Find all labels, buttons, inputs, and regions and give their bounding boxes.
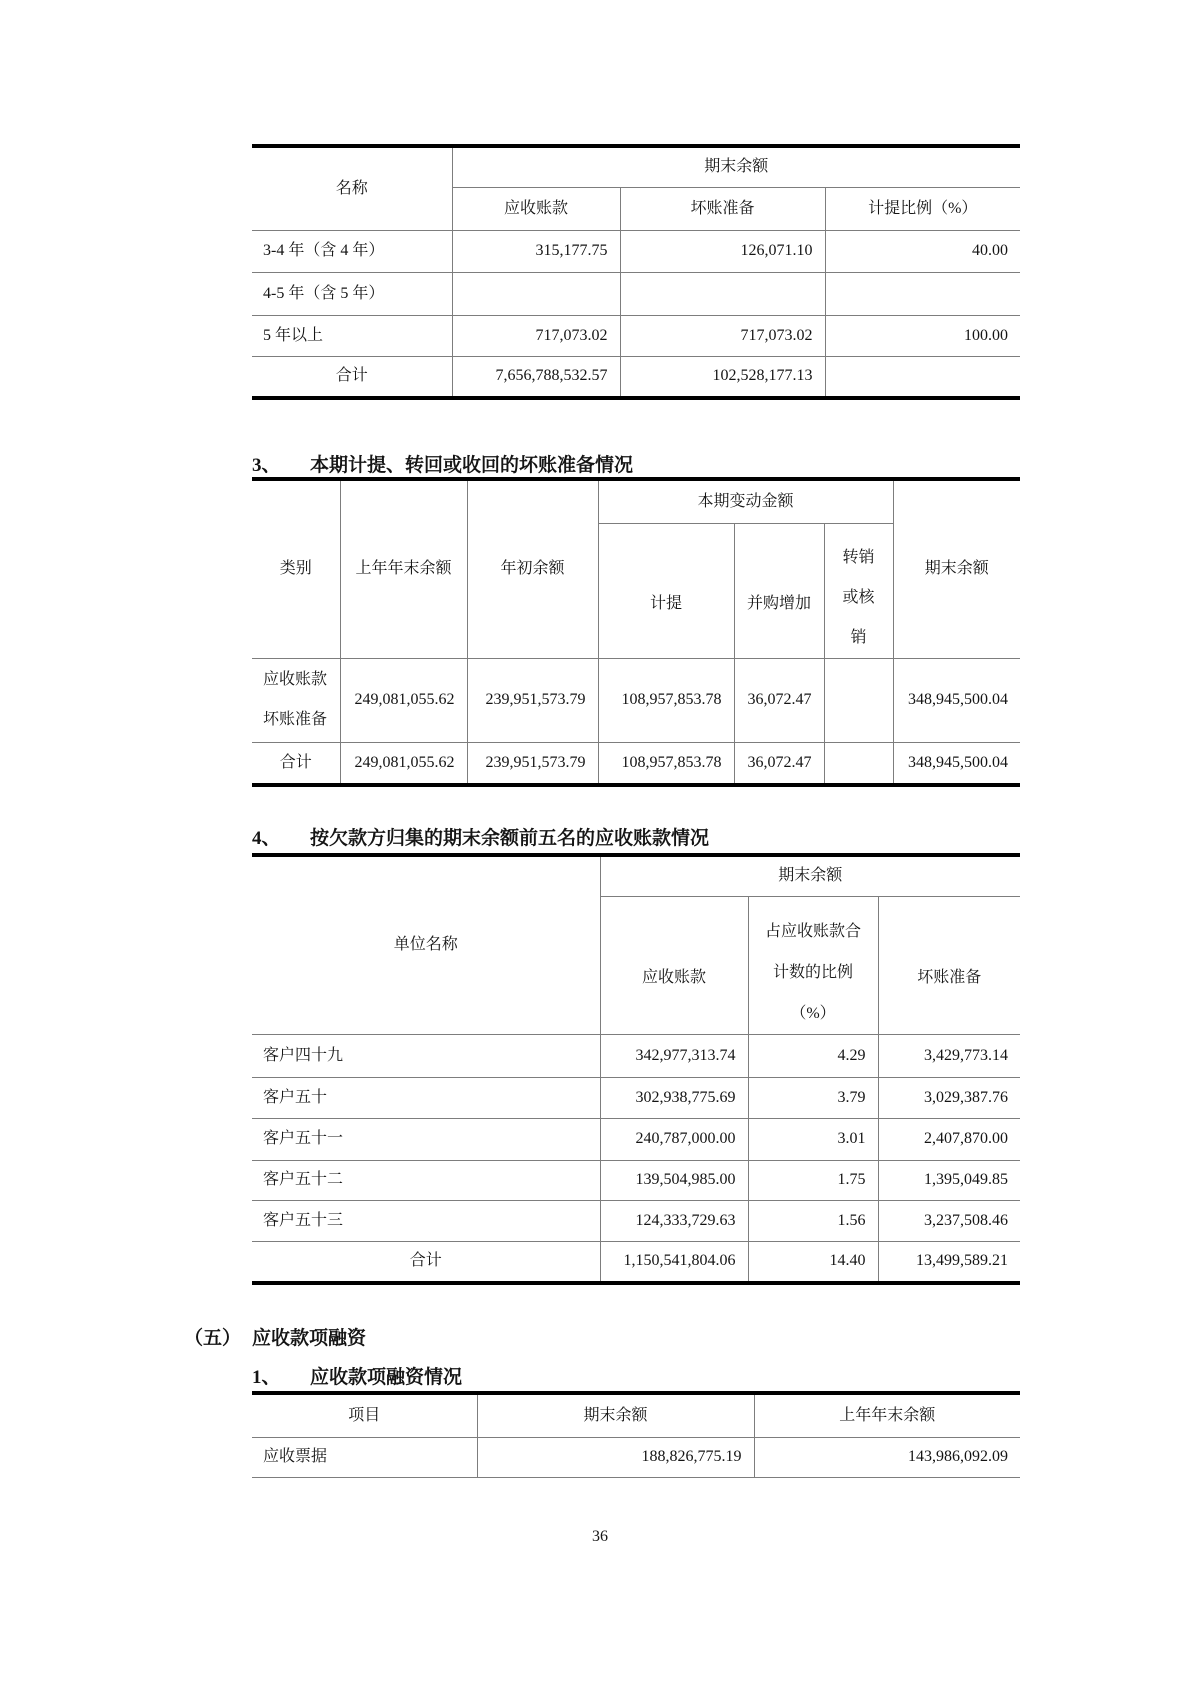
unit-name-header: 单位名称: [252, 857, 600, 1034]
value-cell: 302,938,775.69: [600, 1077, 748, 1118]
section-number: 1、: [252, 1367, 281, 1388]
value-cell: 1.56: [748, 1200, 878, 1241]
row-label: 应收票据: [252, 1437, 477, 1477]
table-row: [252, 1160, 1020, 1200]
section-number: （五）: [184, 1328, 242, 1349]
value-cell: 124,333,729.63: [600, 1200, 748, 1241]
provision-table: [252, 477, 1020, 787]
section-5-heading: [184, 1326, 366, 1352]
prev-year-end-header: 上年年末余额: [754, 1395, 1020, 1437]
financing-header-row: [252, 1395, 1020, 1437]
table-row: [252, 272, 1020, 315]
total-row: [252, 1241, 1020, 1281]
value-cell: [452, 272, 620, 315]
value-cell: 3.01: [748, 1118, 878, 1160]
value-cell: 36,072.47: [734, 742, 824, 783]
row-label: [252, 658, 340, 742]
period-end-header: 期末余额: [477, 1395, 754, 1437]
ratio-header-line: 占应收账款合: [764, 922, 861, 940]
top5-group-header-row: [252, 857, 1020, 896]
item-header: 项目: [252, 1395, 477, 1437]
value-cell: [824, 742, 893, 783]
total-label: 合计: [252, 356, 452, 396]
value-cell: [825, 356, 1020, 396]
table-row: [252, 1077, 1020, 1118]
value-cell: 126,071.10: [620, 230, 825, 272]
aging-bad-debt-header: 坏账准备: [620, 187, 825, 230]
section-number: 3、: [252, 455, 281, 476]
bad-debt-header: 坏账准备: [878, 896, 1020, 1034]
value-cell: 3,237,508.46: [878, 1200, 1020, 1241]
section-title: 本期计提、转回或收回的坏账准备情况: [310, 455, 634, 476]
row-label: 客户五十二: [252, 1160, 600, 1200]
aging-ar-header: 应收账款: [452, 187, 620, 230]
ratio-header: [748, 896, 878, 1034]
value-cell: 342,977,313.74: [600, 1034, 748, 1077]
ratio-header-line: （%）: [790, 1004, 836, 1022]
acquisition-increase-header: 并购增加: [734, 523, 824, 658]
value-cell: 1,150,541,804.06: [600, 1241, 748, 1281]
row-label: 客户五十三: [252, 1200, 600, 1241]
value-cell: 100.00: [825, 315, 1020, 356]
row-label-line: 应收账款: [263, 671, 328, 688]
value-cell: 315,177.75: [452, 230, 620, 272]
value-cell: 3.79: [748, 1077, 878, 1118]
aging-table: [252, 144, 1020, 400]
section-4-heading: [252, 826, 709, 852]
value-cell: [824, 658, 893, 742]
total-label: 合计: [252, 742, 340, 783]
category-header: 类别: [252, 481, 340, 658]
value-cell: 249,081,055.62: [340, 658, 467, 742]
total-row: [252, 356, 1020, 396]
row-label: 5 年以上: [252, 315, 452, 356]
table-row: [252, 315, 1020, 356]
value-cell: 249,081,055.62: [340, 742, 467, 783]
top5-table: [252, 853, 1020, 1285]
aging-period-end-group-header: 期末余额: [452, 148, 1020, 187]
value-cell: 3,029,387.76: [878, 1077, 1020, 1118]
value-cell: 717,073.02: [620, 315, 825, 356]
value-cell: 348,945,500.04: [908, 753, 1009, 771]
page-number: 36: [592, 1528, 608, 1545]
section-title: 应收款项融资: [252, 1328, 367, 1349]
row-label-line: 坏账准备: [263, 711, 328, 728]
provision-group-header-row: [252, 481, 1020, 523]
writeoff-header: [824, 523, 893, 658]
aging-name-header: 名称: [252, 148, 452, 230]
aging-group-header-row: [252, 148, 1020, 187]
period-end-header: 期末余额: [893, 481, 1020, 658]
value-cell: [825, 272, 1020, 315]
writeoff-header-line: 转销: [842, 548, 875, 566]
value-cell: 13,499,589.21: [916, 1252, 1009, 1270]
row-label: 客户四十九: [252, 1034, 600, 1077]
value-cell: 240,787,000.00: [600, 1118, 748, 1160]
writeoff-header-line: 销: [850, 628, 867, 646]
value-cell: 348,945,500.04: [893, 658, 1020, 742]
table-row: [252, 1437, 1020, 1477]
section-title: 按欠款方归集的期末余额前五名的应收账款情况: [310, 828, 710, 849]
row-label: 客户五十一: [252, 1118, 600, 1160]
total-row: [252, 742, 1020, 783]
table-row: [252, 658, 1020, 742]
value-cell: 108,957,853.78: [598, 658, 734, 742]
section-5-1-heading: [252, 1365, 462, 1391]
row-label: 3-4 年（含 4 年）: [252, 230, 452, 272]
value-cell: 40.00: [825, 230, 1020, 272]
value-cell: 139,504,985.00: [600, 1160, 748, 1200]
table-row: [252, 1034, 1020, 1077]
row-label: 4-5 年（含 5 年）: [252, 272, 452, 315]
section-3-heading: [252, 453, 633, 479]
writeoff-header-line: 或核: [842, 588, 875, 606]
value-cell: 143,986,092.09: [908, 1448, 1008, 1466]
aging-ratio-header: 计提比例（%）: [825, 187, 1020, 230]
value-cell: 7,656,788,532.57: [452, 356, 620, 396]
table-row: [252, 230, 1020, 272]
value-cell: 2,407,870.00: [878, 1118, 1020, 1160]
table-row: [252, 1118, 1020, 1160]
value-cell: 3,429,773.14: [878, 1034, 1020, 1077]
value-cell: 717,073.02: [452, 315, 620, 356]
value-cell: 239,951,573.79: [467, 658, 598, 742]
value-cell: 1.75: [748, 1160, 878, 1200]
ratio-header-line: 计数的比例: [772, 963, 853, 981]
value-cell: 4.29: [748, 1034, 878, 1077]
year-begin-header: 年初余额: [467, 481, 598, 658]
period-end-group-header: 期末余额: [600, 857, 1020, 896]
value-cell: [620, 272, 825, 315]
prev-year-end-header: 上年年末余额: [340, 481, 467, 658]
financing-table: [252, 1391, 1020, 1478]
section-title: 应收款项融资情况: [310, 1367, 463, 1388]
table-row: [252, 1200, 1020, 1241]
value-cell: 239,951,573.79: [467, 742, 598, 783]
current-change-group-header: 本期变动金额: [598, 481, 893, 523]
value-cell: 188,826,775.19: [477, 1437, 754, 1477]
value-cell: 102,528,177.13: [620, 356, 825, 396]
value-cell: 108,957,853.78: [598, 742, 734, 783]
row-label: 客户五十: [252, 1077, 600, 1118]
value-cell: 1,395,049.85: [878, 1160, 1020, 1200]
accrual-header: 计提: [598, 523, 734, 658]
value-cell: 14.40: [748, 1241, 878, 1281]
total-label: 合计: [252, 1241, 600, 1281]
ar-header: 应收账款: [600, 896, 748, 1034]
value-cell: 36,072.47: [734, 658, 824, 742]
section-number: 4、: [252, 828, 281, 849]
